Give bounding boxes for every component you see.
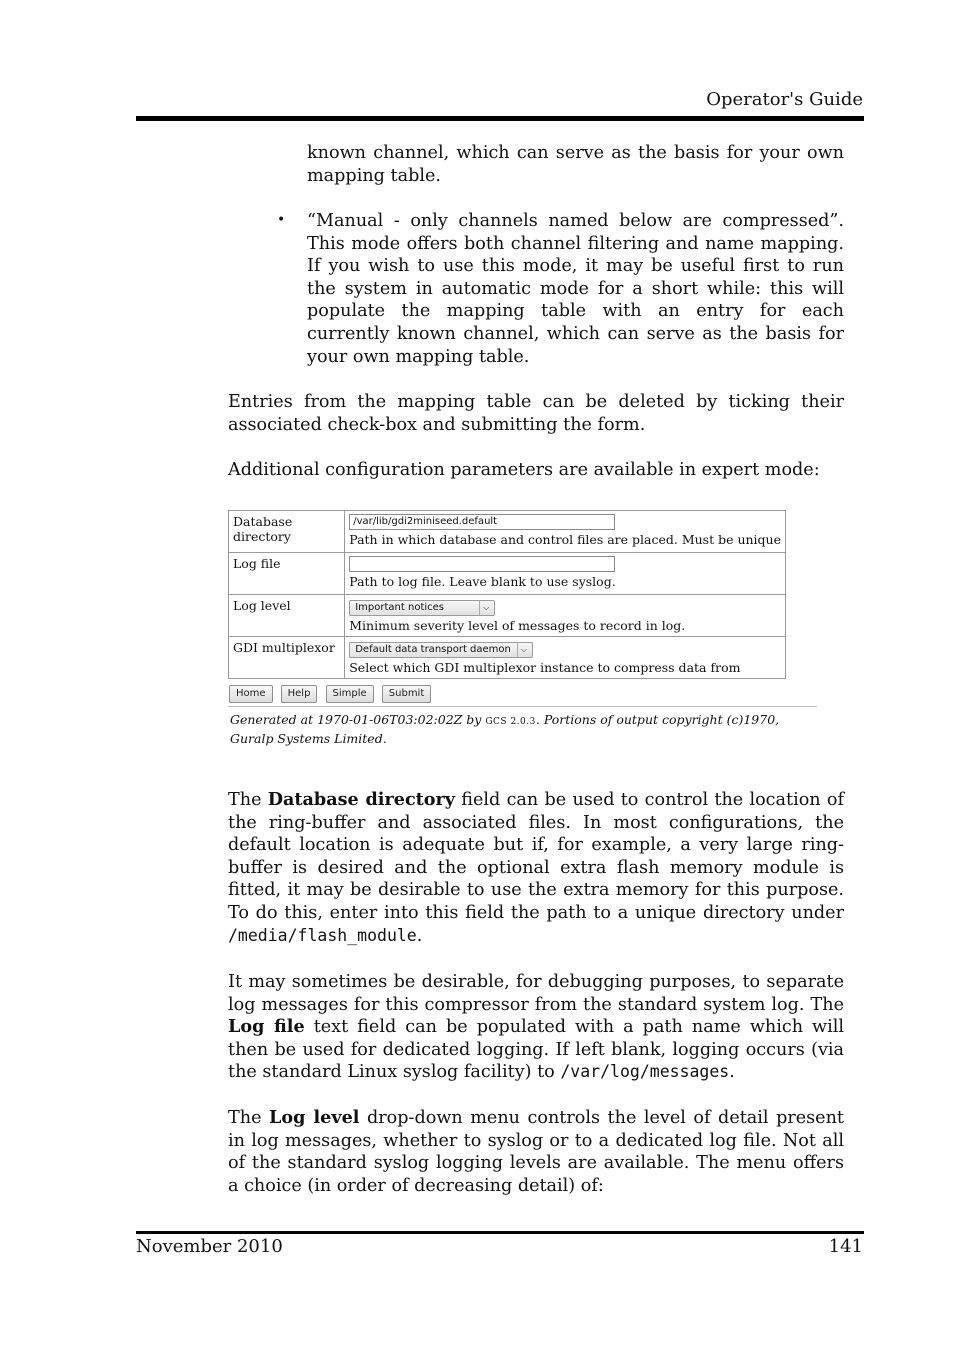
paragraph-log-level: The Log level drop-down menu controls the level of detail present in log messages, whether to syslog or to a dedicated log file. Not all of the standard syslog logging levels are available. The menu offers a choice (in order of decreasing detail) of: xyxy=(228,1107,845,1196)
path-var-log-messages: /var/log/messages xyxy=(560,1062,730,1082)
form-row-database-directory xyxy=(229,511,786,553)
home-button[interactable]: Home xyxy=(229,685,273,703)
form-divider xyxy=(228,706,817,707)
gdi-multiplexor-selected: Default data transport daemon xyxy=(355,644,511,655)
form-row-gdi-multiplexor xyxy=(229,637,786,679)
chevron-down-icon: ⌵ xyxy=(479,601,492,615)
log-level-help: Minimum severity level of messages to record in log. xyxy=(349,618,686,633)
footer-date: November 2010 xyxy=(136,1236,283,1257)
simple-button[interactable]: Simple xyxy=(326,685,374,703)
paragraph-log-file: It may sometimes be desirable, for debugging purposes, to separate log messages for this compressor from the standard system log. The Log file text field can be populated with a path name which will then be used for dedicated logging. If left blank, logging occurs (via the standard Linux syslog facility) to /var/log/messages. xyxy=(228,972,844,1083)
generated-footer: Generated at 1970-01-06T03:02:02Z by GCS 2.0.3. Portions of output copyright (c)1970, Guralp Systems Limited. xyxy=(230,712,780,746)
log-file-help: Path to log file. Leave blank to use syslog. xyxy=(349,574,616,589)
log-file-label: Log file xyxy=(229,553,345,595)
term-log-level: Log level xyxy=(269,1107,360,1128)
form-row-log-file xyxy=(229,553,786,595)
page-number: 141 xyxy=(828,1236,863,1257)
gdi-multiplexor-help: Select which GDI multiplexor instance to compress data from xyxy=(349,660,741,675)
log-level-select[interactable] xyxy=(349,600,495,616)
term-log-file: Log file xyxy=(228,1016,305,1038)
form-row-log-level xyxy=(229,595,786,637)
chevron-down-icon: ⌵ xyxy=(517,643,530,657)
bullet-marker: • xyxy=(277,212,286,228)
running-header: Operator's Guide xyxy=(706,89,863,110)
gdi-multiplexor-label: GDI multiplexor xyxy=(229,637,345,679)
database-directory-input[interactable]: /var/lib/gdi2miniseed.default xyxy=(349,514,615,530)
database-directory-help: Path in which database and control files are placed. Must be unique xyxy=(349,532,781,547)
database-directory-label: Database directory xyxy=(229,511,345,553)
log-file-input[interactable] xyxy=(349,556,615,572)
term-database-directory: Database directory xyxy=(267,789,456,810)
form-button-row xyxy=(229,681,434,703)
path-flash-module: /media/flash_module xyxy=(228,925,417,945)
help-button[interactable]: Help xyxy=(281,685,318,703)
footer-rule xyxy=(136,1231,864,1234)
gcs-version: GCS 2.0.3 xyxy=(485,717,536,727)
header-rule xyxy=(136,116,864,121)
log-level-selected: Important notices xyxy=(355,602,445,613)
paragraph-database-directory: The Database directory field can be used to control the location of the ring-buffer and associated files. In most configurations, the default location is adequate but if, for example, a very large ring-buffer is desired and the optional extra flash memory module is fitted, it may be desirable to use the extra memory for this purpose. To do this, enter into this field the path to a unique directory under /media/flash_module. xyxy=(228,789,844,946)
submit-button[interactable]: Submit xyxy=(382,685,431,703)
log-level-label: Log level xyxy=(229,595,345,637)
gdi-multiplexor-select[interactable] xyxy=(349,642,533,658)
paragraph-known-channel: known channel, which can serve as the basis for your own mapping table. xyxy=(307,143,844,186)
paragraph-manual-mode: “Manual - only channels named below are compressed”. This mode offers both channel filtering and name mapping. If you wish to use this mode, it may be useful first to run the system in automatic mode for a short while: this will populate the mapping table with an entry for each currently known channel, which can serve as the basis for your own mapping table. xyxy=(307,211,844,367)
paragraph-expert-mode: Additional configuration parameters are available in expert mode: xyxy=(228,460,820,480)
paragraph-entries-deleted: Entries from the mapping table can be deleted by ticking their associated check-box and submitting the form. xyxy=(228,392,844,435)
expert-config-form xyxy=(228,510,786,679)
